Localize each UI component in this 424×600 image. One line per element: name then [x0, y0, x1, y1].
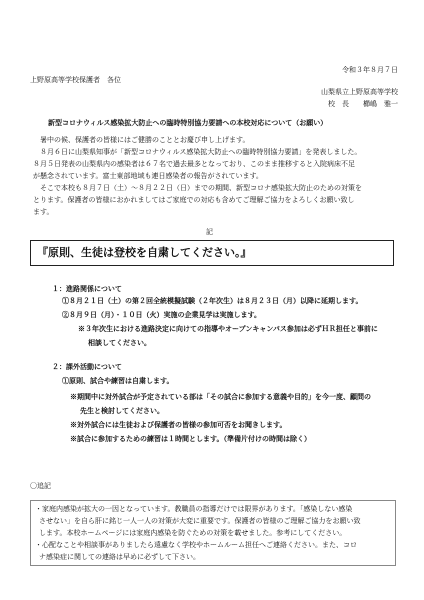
section1-item: ②８月９日（月）・１０日（火）実施の企業見学は実施します。 — [62, 310, 261, 319]
section2-note: ※対外試合には生徒および保護者の皆様の参加可否をお聞きします。 — [70, 420, 287, 429]
section2-note: ※試合に参加するための練習は１時間とします。（準備片付けの時間は除く） — [70, 434, 311, 443]
addendum-line: させない」を自ら肝に銘じ一人一人の対策が大変に重要です。保護者の皆様のご理解ご協力をお願い致 — [39, 517, 361, 525]
addressee: 上野原高等学校保護者 各位 — [30, 76, 121, 84]
document-title: 新型コロナウィルス感染拡大防止への臨時特別協力要請への本校対応について（お願い） — [48, 118, 328, 127]
main-notice-box — [30, 240, 394, 266]
date: 令和３年８月７日 — [342, 66, 398, 74]
intro-line: 暑中の候、保護者の皆様にはご健勝のこととお慶び申し上げます。 — [40, 136, 250, 144]
sender-principal: 校 長 櫛嶋 雅一 — [328, 100, 398, 108]
section2-note: ※期間中に対外試合が予定されている部は「その試合に参加する意義や目的」を今一度、顧問の — [70, 392, 371, 401]
section2-note: 先生と検討してください。 — [80, 406, 164, 415]
section1-heading: １：進路関係について — [52, 284, 122, 293]
section1-item: ①８月２１日（土）の第２回全統模擬試験（２年次生）は８月２３日（月）以降に延期します。 — [62, 296, 363, 305]
intro-line: ８月５日発表の山梨県内の感染者は６７名で過去最多となっており、このまま推移すると入院病床不足 — [33, 160, 355, 168]
ki-label: 記 — [206, 228, 213, 236]
intro-line: が懸念されています。富士東部地域も連日感染者の報告がされています。 — [33, 172, 263, 180]
intro-line: そこで本校も８月７日（土）～８月２２日（日）までの期間、新型コロナ感染拡大防止のための対策を — [40, 184, 362, 192]
addendum-line: ・心配なことや相談事がありましたら遠慮なく学校やホームルーム担任へご連絡ください。また、コロ — [35, 541, 357, 549]
sender-school: 山梨県立上野原高等学校 — [321, 88, 398, 96]
addendum-heading: 〇追記 — [30, 482, 51, 490]
main-notice: 『原則、生徒は登校を自粛してください。』 — [37, 246, 252, 259]
section1-note: 相談してください。 — [88, 338, 151, 347]
intro-line: とります。保護者の皆様におかれましてはご家庭での対応も含めてご理解ご協力をよろしくお願い致し — [33, 196, 355, 204]
addendum-line: します。本校ホームページには家庭内感染を防ぐための対策を載せました。参考にしてください。 — [39, 529, 347, 537]
section2-heading: ２：課外活動について — [52, 362, 122, 371]
addendum-line: ナ感染症に関しての連絡は早めに必ずして下さい。 — [39, 553, 200, 561]
intro-line: ８月６日に山梨県知事が「新型コロナウィルス感染拡大防止への臨時特別協力要請」を発表しました。 — [40, 148, 362, 156]
intro-line: ます。 — [33, 208, 54, 216]
section2-item: ①原則、試合や練習は自粛します。 — [62, 376, 174, 385]
addendum-box — [30, 500, 396, 566]
section1-note: ※３年次生における進路決定に向けての指導やオープンキャンパス参加は必ずＨＲ担任と事前に — [78, 324, 378, 333]
addendum-line: ・家庭内感染が拡大の一因となっています。教職員の指導だけでは限界があります。「感染しない感染 — [35, 505, 353, 513]
